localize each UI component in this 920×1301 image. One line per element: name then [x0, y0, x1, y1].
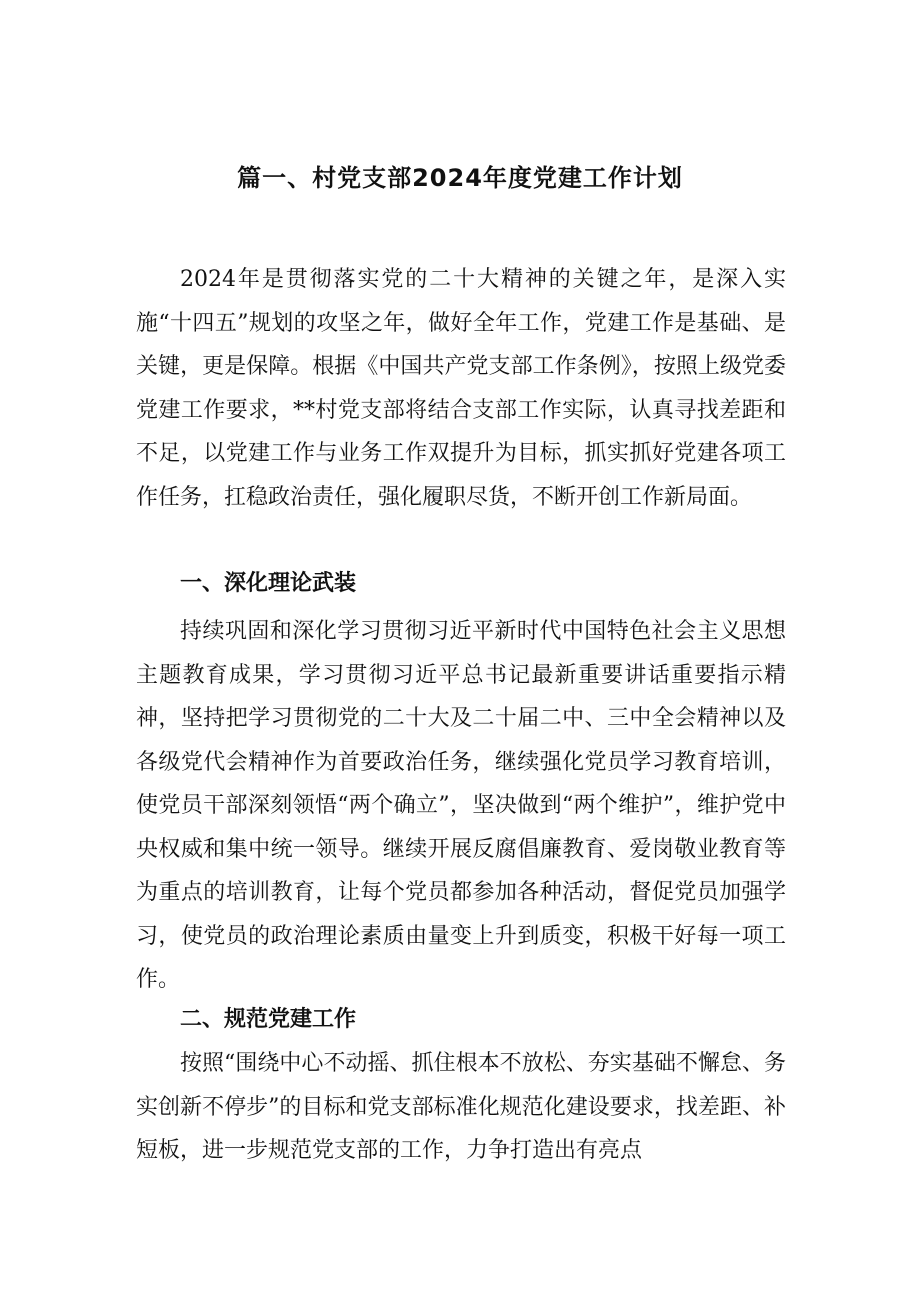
section-paragraph-theory: 持续巩固和深化学习贯彻习近平新时代中国特色社会主义思想主题教育成果，学习贯彻习近平总书记最新重要讲话重要指示精神，坚持把学习贯彻党的二十大及二十届二中、三中全会精神以及各级党代会精神作为首要政治任务，继续强化党员学习教育培训，使党员干部深刻领悟“两个确立”，坚决做到“两个维护”，维护党中央权威和集中统一领导。继续开展反腐倡廉教育、爱岗敬业教育等为重点的培训教育，让每个党员都参加各种活动，督促党员加强学习，使党员的政治理论素质由量变上升到质变，积极干好每一项工作。: [136, 619, 786, 992]
intro-paragraph: 2024年是贯彻落实党的二十大精神的关键之年，是深入实施“十四五”规划的攻坚之年，做好全年工作，党建工作是基础、是关键，更是保障。根据《中国共产党支部工作条例》，按照上级党委党建工作要求，**村党支部将结合支部工作实际，认真寻找差距和不足，以党建工作与业务工作双提升为目标，抓实抓好党建各项工作任务，扛稳政治责任，强化履职尽货，不断开创工作新局面。: [136, 267, 786, 510]
section-paragraph-standardize: 按照“围绕中心不动摇、抓住根本不放松、夯实基础不懈怠、务实创新不停步”的目标和党支部标准化规范化建设要求，找差距、补短板，进一步规范党支部的工作，力争打造出有亮点: [136, 1051, 786, 1163]
section-heading-theory: 一、深化理论武装: [180, 571, 357, 596]
document-title: 篇一、村党支部2024年度党建工作计划: [237, 164, 683, 192]
section-heading-standardize: 二、规范党建工作: [180, 1007, 357, 1032]
